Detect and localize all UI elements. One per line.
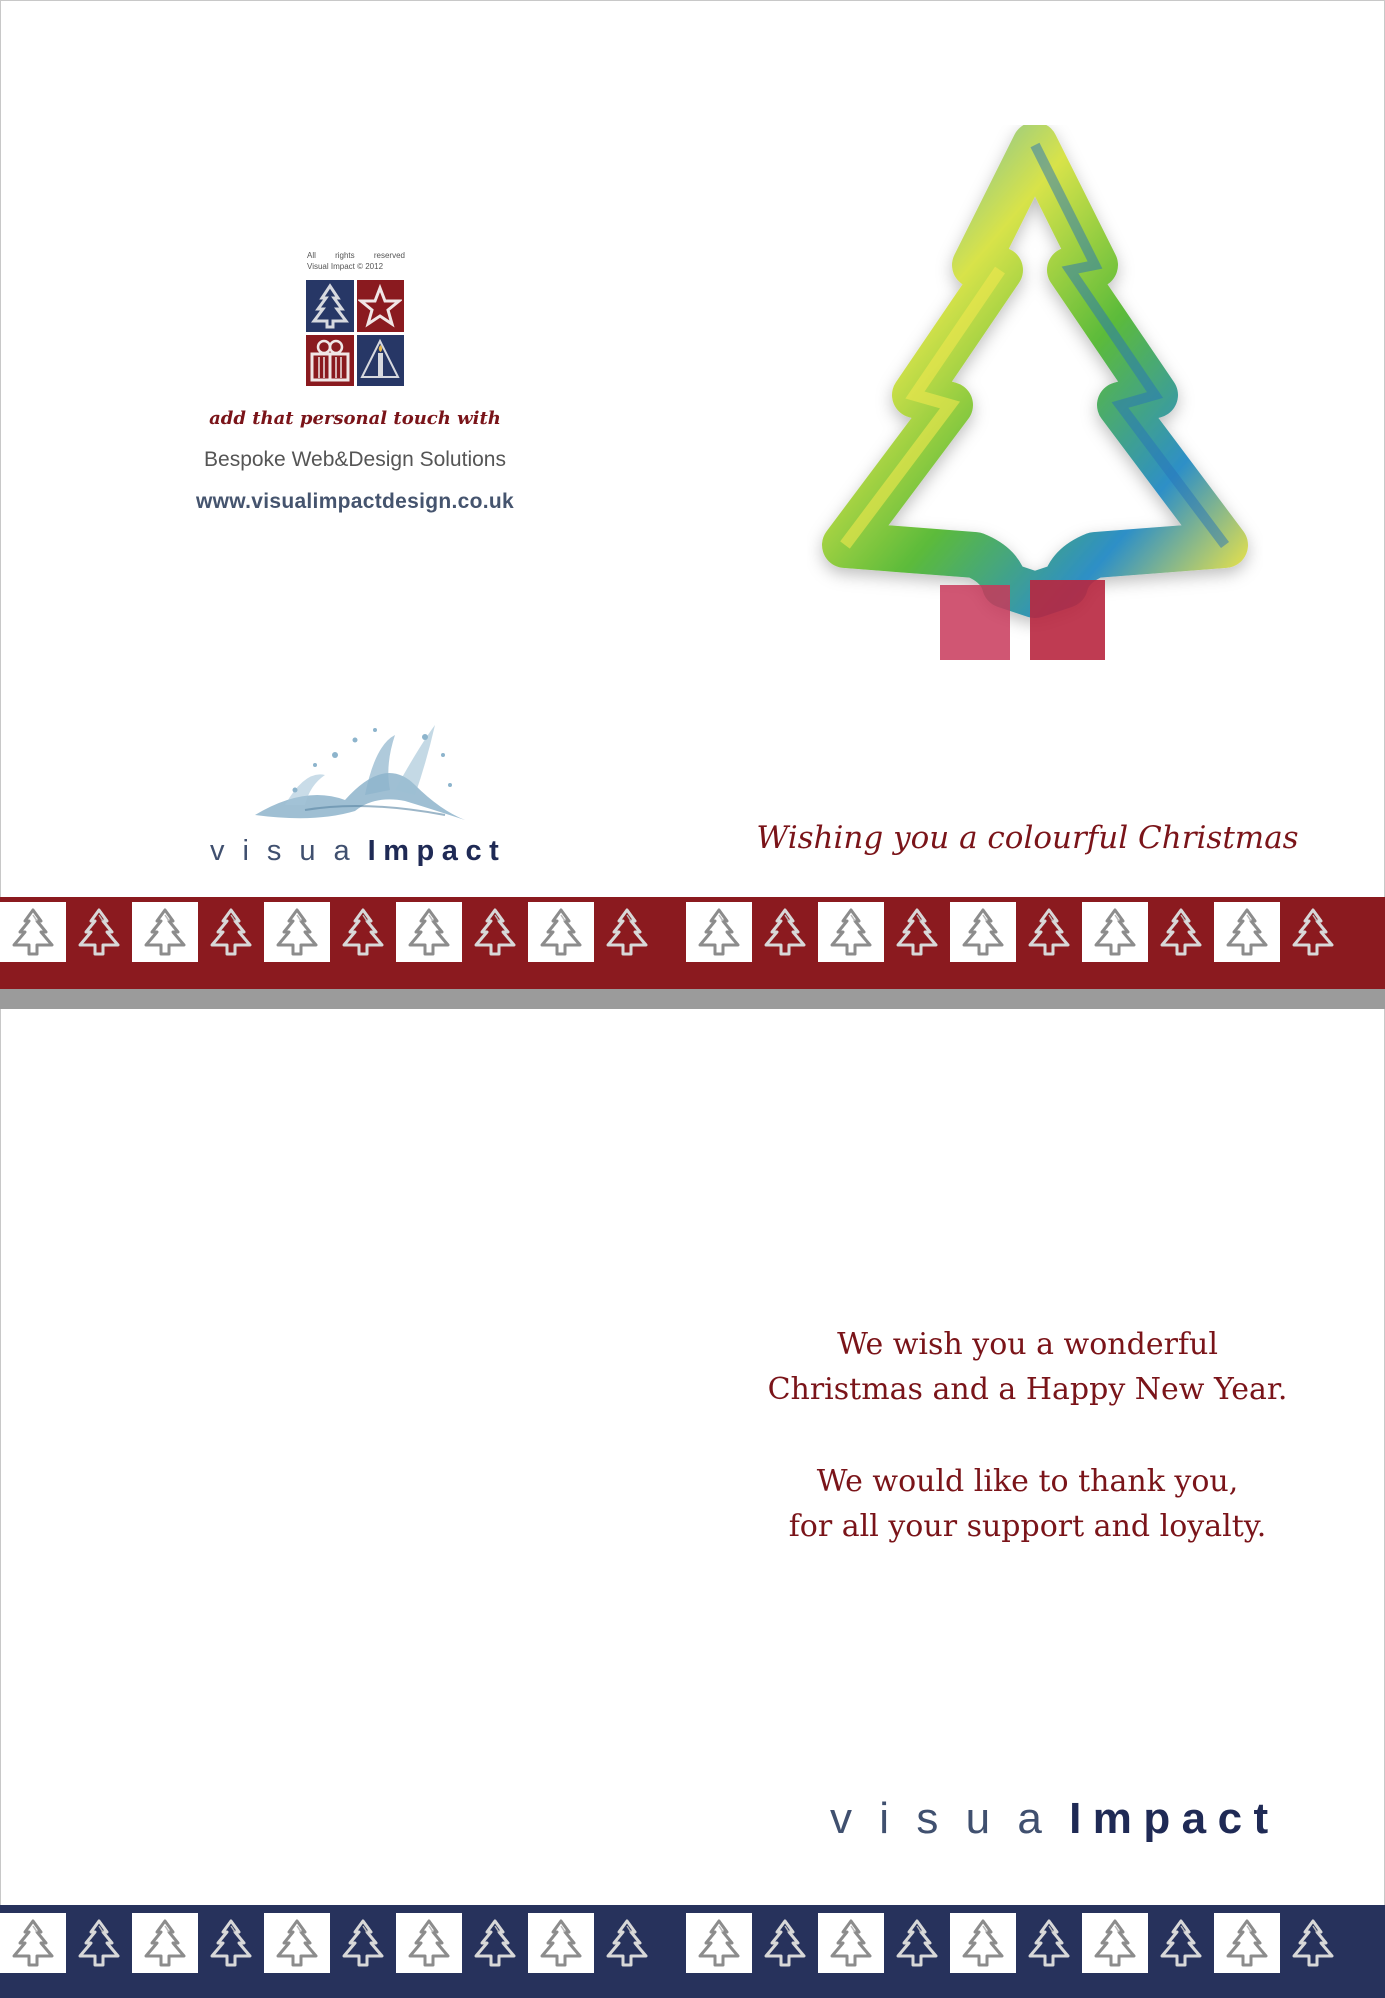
tree-tile-icon — [66, 902, 132, 962]
tree-tile-icon — [0, 1913, 66, 1973]
tree-tile-icon — [396, 902, 462, 962]
tree-tile-icon — [1148, 902, 1214, 962]
message-line: We would like to thank you, — [816, 1464, 1239, 1499]
wish-message — [700, 1322, 1355, 1412]
strip-gap — [660, 1913, 686, 1973]
tree-border-strip-bottom — [0, 1905, 1385, 1998]
tree-tile-icon — [462, 902, 528, 962]
tree-tile-icon — [396, 1913, 462, 1973]
tree-tile-icon — [264, 902, 330, 962]
tagline: add that personal touch with — [209, 408, 501, 429]
tree-tile-icon — [1214, 902, 1280, 962]
tree-tile-icon — [1148, 1913, 1214, 1973]
tree-tile-icon — [198, 1913, 264, 1973]
candle-icon — [357, 335, 405, 387]
icon-grid — [306, 280, 404, 386]
tree-tile-icon — [594, 1913, 660, 1973]
logo-light-text: visua — [210, 835, 368, 867]
tree-tile-icon — [264, 1913, 330, 1973]
strip-gap — [660, 902, 686, 962]
tree-tile-icon — [198, 902, 264, 962]
tree-tile-icon — [950, 902, 1016, 962]
rights-notice — [307, 250, 405, 272]
tree-tile-icon — [884, 1913, 950, 1973]
logo-bold-text: Impact — [367, 835, 507, 867]
tree-tile-icon — [1082, 1913, 1148, 1973]
tree-tile-icon — [752, 1913, 818, 1973]
tree-tile-icon — [1016, 902, 1082, 962]
tree-tile-icon — [818, 1913, 884, 1973]
tree-border-strip-top — [0, 897, 1385, 989]
tree-tile-icon — [0, 902, 66, 962]
thank-you-message — [700, 1459, 1355, 1549]
painted-tree-illustration — [735, 125, 1335, 725]
tree-tile-icon — [132, 1913, 198, 1973]
tree-tile-icon — [462, 1913, 528, 1973]
tree-tile-icon — [1082, 902, 1148, 962]
rights-word: reserved — [373, 251, 405, 260]
rights-word: All — [307, 251, 316, 260]
copyright-line: Visual Impact © 2012 — [307, 262, 384, 271]
tree-tile-icon — [528, 1913, 594, 1973]
tree-tile-icon — [752, 902, 818, 962]
water-splash-logo — [245, 715, 470, 835]
tree-tile-icon — [66, 1913, 132, 1973]
greeting-text: Wishing you a colourful Christmas — [756, 820, 1299, 856]
tree-tile-icon — [1016, 1913, 1082, 1973]
brand-logo-inside — [830, 1794, 1280, 1844]
message-line: for all your support and loyalty. — [788, 1509, 1267, 1544]
logo-light-text: visua — [830, 1794, 1070, 1843]
logo-bold-text: Impact — [1069, 1794, 1280, 1843]
message-line: Christmas and a Happy New Year. — [767, 1372, 1288, 1407]
tree-tile-icon — [330, 1913, 396, 1973]
star-icon — [357, 280, 405, 332]
gift-icon — [306, 335, 354, 387]
tree-tile-icon — [528, 902, 594, 962]
tree-tile-icon — [1280, 902, 1346, 962]
tree-tile-icon — [132, 902, 198, 962]
message-line: We wish you a wonderful — [837, 1327, 1218, 1362]
tree-tile-icon — [594, 902, 660, 962]
tree-icon — [306, 280, 354, 332]
service-text: Bespoke Web&Design Solutions — [204, 448, 506, 471]
tree-tile-icon — [1214, 1913, 1280, 1973]
tree-tile-icon — [818, 902, 884, 962]
brand-logo — [210, 835, 506, 868]
tree-tile-icon — [950, 1913, 1016, 1973]
tree-tile-icon — [884, 902, 950, 962]
website-link[interactable]: www.visualimpactdesign.co.uk — [195, 490, 515, 513]
tree-tile-icon — [686, 902, 752, 962]
tree-tile-icon — [330, 902, 396, 962]
tree-tile-icon — [1280, 1913, 1346, 1973]
tree-tile-icon — [686, 1913, 752, 1973]
rights-word: rights — [335, 251, 355, 260]
